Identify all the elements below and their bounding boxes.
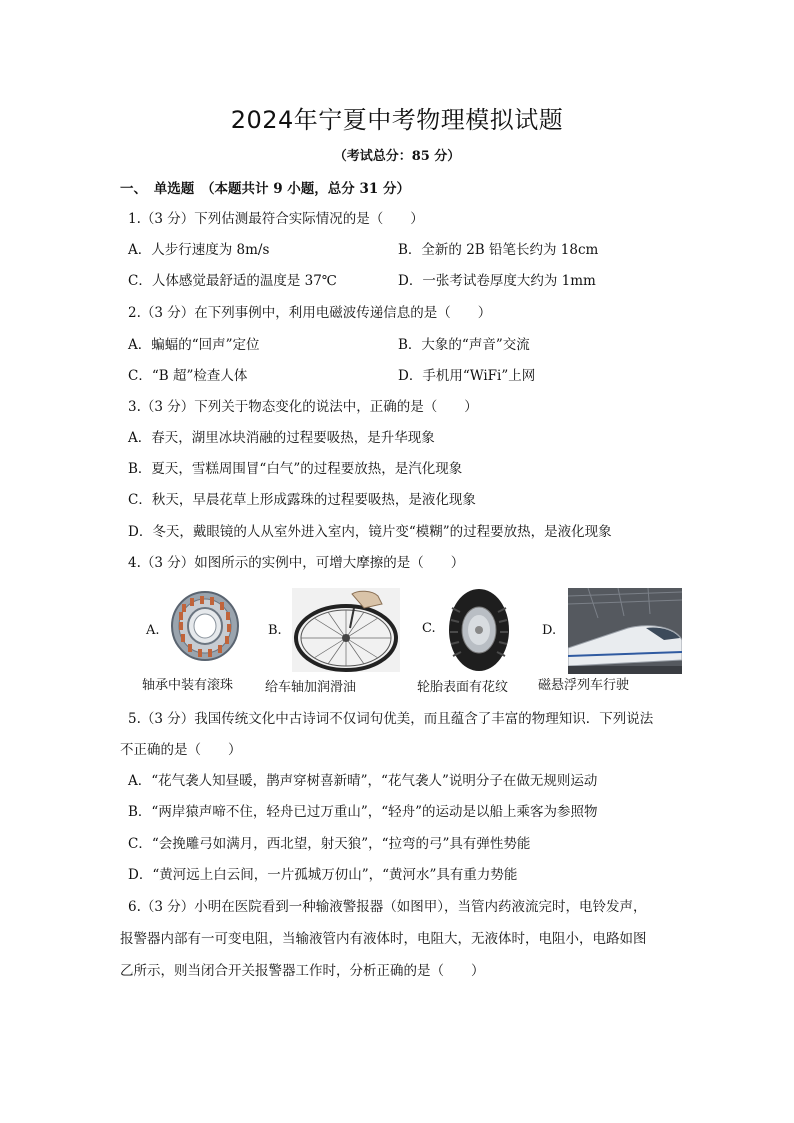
- figure-c-letter: C.: [422, 621, 436, 636]
- question-5-option-b[interactable]: B．“两岸猿声啼不住，轻舟已过万重山”，“轻舟”的运动是以船上乘客为参照物: [128, 804, 598, 820]
- figure-b-caption: 给车轴加润滑油: [265, 680, 357, 695]
- question-6-stem-line2: 报警器内部有一可变电阻，当输液管内有液体时，电阻大，无液体时，电阻小，电路如图: [120, 931, 647, 947]
- question-5-option-a[interactable]: A．“花气袭人知昼暖，鹊声穿树喜新晴”，“花气袭人”说明分子在做无规则运动: [128, 773, 598, 789]
- question-5-option-c[interactable]: C．“会挽雕弓如满月，西北望，射天狼”，“拉弯的弓”具有弹性势能: [128, 836, 531, 852]
- question-4-figure-a[interactable]: [140, 588, 270, 692]
- question-4-figure-d[interactable]: [538, 588, 688, 692]
- question-2-option-d[interactable]: D．手机用“WiFi”上网: [398, 368, 536, 384]
- page-title: 2024年宁夏中考物理模拟试题: [230, 106, 564, 134]
- question-5-option-d[interactable]: D．“黄河远上白云间，一片孤城万仞山”，“黄河水”具有重力势能: [128, 867, 518, 883]
- bicycle-wheel-icon: [292, 588, 400, 672]
- question-6-stem-line3: 乙所示，则当闭合开关报警器工作时，分析正确的是（ ）: [120, 963, 485, 979]
- question-3-option-a[interactable]: A．春天，湖里冰块消融的过程要吸热，是升华现象: [128, 430, 435, 446]
- section-heading: 一、 单选题 （本题共计 9 小题，总分 31 分）: [120, 181, 410, 197]
- question-3-option-c[interactable]: C．秋天，早晨花草上形成露珠的过程要吸热，是液化现象: [128, 492, 476, 508]
- question-1-option-d[interactable]: D．一张考试卷厚度大约为 1mm: [398, 273, 596, 289]
- exam-total-score: （考试总分：85 分）: [333, 149, 461, 164]
- question-3-option-d[interactable]: D．冬天，戴眼镜的人从室外进入室内，镜片变“模糊”的过程要放热，是液化现象: [128, 524, 612, 540]
- question-4-figure-b[interactable]: [262, 588, 404, 695]
- question-2-option-a[interactable]: A．蝙蝠的“回声”定位: [128, 337, 260, 353]
- maglev-train-icon: [568, 588, 682, 674]
- figure-d-caption: 磁悬浮列车行驶: [538, 678, 630, 693]
- figure-a-caption: 轴承中装有滚珠: [142, 678, 234, 693]
- question-2-option-c[interactable]: C．“B 超”检查人体: [128, 368, 248, 384]
- question-1-option-b[interactable]: B．全新的 2B 铅笔长约为 18cm: [398, 242, 599, 258]
- question-5-stem-line2: 不正确的是（ ）: [120, 742, 242, 758]
- figure-b-letter: B.: [268, 623, 282, 638]
- figure-c-caption: 轮胎表面有花纹: [417, 680, 509, 695]
- question-6-stem-line1: 6.（3 分）小明在医院看到一种输液警报器（如图甲），当管内药液流完时，电铃发声，: [128, 899, 647, 915]
- question-2-stem: 2.（3 分）在下列事例中，利用电磁波传递信息的是（ ）: [128, 305, 492, 321]
- question-5-stem-line1: 5.（3 分）我国传统文化中古诗词不仅词句优美，而且蕴含了丰富的物理知识．下列说法: [128, 711, 654, 727]
- figure-a-letter: A.: [146, 623, 160, 638]
- question-4-figure-c[interactable]: [414, 588, 532, 695]
- figure-d-letter: D.: [542, 623, 557, 638]
- question-3-stem: 3.（3 分）下列关于物态变化的说法中，正确的是（ ）: [128, 399, 478, 415]
- question-1-stem: 1.（3 分）下列估测最符合实际情况的是（ ）: [128, 211, 424, 227]
- question-4-stem: 4.（3 分）如图所示的实例中，可增大摩擦的是（ ）: [128, 555, 465, 571]
- bearing-icon: [170, 590, 240, 662]
- question-1-option-c[interactable]: C．人体感觉最舒适的温度是 37℃: [128, 273, 337, 289]
- tire-icon: [448, 588, 510, 672]
- question-1-option-a[interactable]: A．人步行速度为 8m/s: [128, 242, 270, 258]
- question-2-option-b[interactable]: B．大象的“声音”交流: [398, 337, 530, 353]
- question-3-option-b[interactable]: B．夏天，雪糕周围冒“白气”的过程要放热，是汽化现象: [128, 461, 463, 477]
